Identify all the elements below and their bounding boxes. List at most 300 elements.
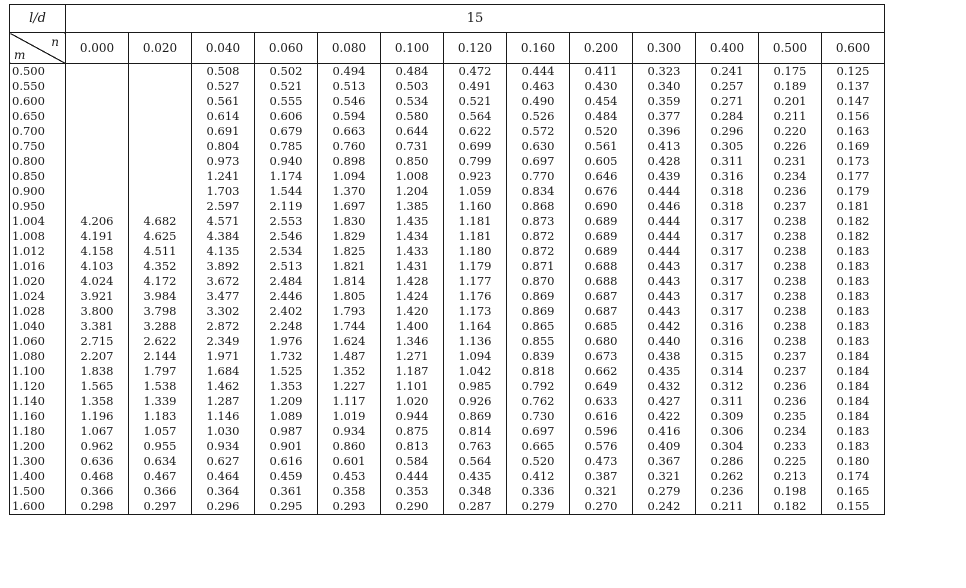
table-cell: 0.179 [822,184,885,199]
table-cell: 0.731 [381,139,444,154]
table-row [10,439,885,454]
table-cell: 0.685 [570,319,633,334]
table-cell: 1.744 [318,319,381,334]
table-cell: 0.183 [822,244,885,259]
table-cell: 1.793 [318,304,381,319]
row-m-value: 0.850 [10,169,66,184]
table-cell: 0.564 [444,454,507,469]
table-cell: 0.396 [633,124,696,139]
table-cell: 1.825 [318,244,381,259]
table-cell: 0.297 [129,499,192,515]
row-m-value: 1.008 [10,229,66,244]
table-cell: 0.183 [822,274,885,289]
table-cell [66,94,129,109]
row-m-value: 1.140 [10,394,66,409]
column-header-n: 0.100 [381,33,444,64]
table-cell: 0.316 [696,334,759,349]
table-cell: 0.361 [255,484,318,499]
table-cell: 0.564 [444,109,507,124]
column-header-n: 0.160 [507,33,570,64]
table-cell: 0.513 [318,79,381,94]
row-m-value: 1.020 [10,274,66,289]
table-cell: 1.136 [444,334,507,349]
table-cell: 0.580 [381,109,444,124]
table-cell: 4.625 [129,229,192,244]
table-cell: 1.797 [129,364,192,379]
table-row [10,64,885,80]
table-cell: 0.871 [507,259,570,274]
table-cell: 0.225 [759,454,822,469]
table-cell: 0.364 [192,484,255,499]
table-cell: 1.431 [381,259,444,274]
table-cell: 0.973 [192,154,255,169]
table-row [10,409,885,424]
table-row [10,484,885,499]
table-cell: 0.317 [696,274,759,289]
table-cell: 0.520 [570,124,633,139]
table-cell: 1.180 [444,244,507,259]
table-cell: 0.155 [822,499,885,515]
table-cell [66,79,129,94]
table-cell: 1.146 [192,409,255,424]
table-cell: 0.633 [570,394,633,409]
table-cell: 0.546 [318,94,381,109]
diag-m-label: m [14,48,26,62]
table-cell: 1.187 [381,364,444,379]
table-cell: 1.067 [66,424,129,439]
table-cell: 0.792 [507,379,570,394]
table-cell: 0.235 [759,409,822,424]
table-cell: 0.184 [822,409,885,424]
table-cell: 0.317 [696,259,759,274]
table-cell: 0.236 [759,394,822,409]
table-cell [66,109,129,124]
table-cell: 0.687 [570,289,633,304]
diagonal-corner-cell [10,33,66,64]
table-cell: 0.321 [570,484,633,499]
table-cell [66,124,129,139]
row-m-value: 1.600 [10,499,66,515]
table-row [10,304,885,319]
table-cell: 0.614 [192,109,255,124]
table-cell: 2.248 [255,319,318,334]
table-cell: 0.443 [633,259,696,274]
table-cell: 0.271 [696,94,759,109]
table-cell: 1.435 [381,214,444,229]
table-cell: 1.164 [444,319,507,334]
row-m-value: 1.100 [10,364,66,379]
table-cell: 0.182 [822,229,885,244]
table-cell: 0.211 [759,109,822,124]
table-cell: 2.402 [255,304,318,319]
table-row [10,379,885,394]
table-cell: 0.555 [255,94,318,109]
table-cell: 0.439 [633,169,696,184]
column-header-n: 0.400 [696,33,759,64]
column-header-n: 0.200 [570,33,633,64]
table-cell: 1.059 [444,184,507,199]
table-cell: 0.453 [318,469,381,484]
table-cell: 0.270 [570,499,633,515]
table-cell: 0.459 [255,469,318,484]
table-cell: 0.316 [696,319,759,334]
table-cell: 1.624 [318,334,381,349]
table-cell: 0.183 [822,319,885,334]
table-cell [66,139,129,154]
table-cell: 0.238 [759,274,822,289]
table-row [10,94,885,109]
table-cell: 0.730 [507,409,570,424]
table-cell: 0.290 [381,499,444,515]
table-cell: 0.873 [507,214,570,229]
table-cell: 1.101 [381,379,444,394]
table-cell: 3.672 [192,274,255,289]
table-cell: 0.689 [570,244,633,259]
table-cell: 1.183 [129,409,192,424]
table-cell: 0.184 [822,349,885,364]
table-cell: 0.689 [570,214,633,229]
table-cell: 0.220 [759,124,822,139]
table-cell: 0.691 [192,124,255,139]
table-row [10,394,885,409]
table-cell: 0.875 [381,424,444,439]
table-cell: 0.443 [633,304,696,319]
table-cell: 0.323 [633,64,696,80]
table-cell: 0.177 [822,169,885,184]
table-cell: 0.762 [507,394,570,409]
table-cell: 0.236 [759,184,822,199]
table-cell: 0.872 [507,244,570,259]
table-cell: 0.454 [570,94,633,109]
table-cell: 0.934 [318,424,381,439]
table-cell: 0.409 [633,439,696,454]
row-m-value: 1.300 [10,454,66,469]
table-cell: 0.484 [381,64,444,80]
table-cell: 1.830 [318,214,381,229]
table-cell: 0.596 [570,424,633,439]
table-cell: 0.944 [381,409,444,424]
table-cell: 3.800 [66,304,129,319]
table-cell: 0.293 [318,499,381,515]
table-cell: 0.175 [759,64,822,80]
table-cell: 0.237 [759,349,822,364]
table-cell: 0.688 [570,259,633,274]
table-cell: 0.644 [381,124,444,139]
table-cell: 0.435 [633,364,696,379]
table-cell: 0.367 [633,454,696,469]
table-cell: 0.785 [255,139,318,154]
table-cell: 1.094 [444,349,507,364]
table-cell: 0.305 [696,139,759,154]
table-cell: 0.366 [129,484,192,499]
table-cell [129,79,192,94]
table-cell: 1.385 [381,199,444,214]
table-cell: 0.173 [822,154,885,169]
table-cell: 0.183 [822,424,885,439]
table-cell: 0.444 [633,184,696,199]
table-cell: 0.183 [822,304,885,319]
table-cell: 1.227 [318,379,381,394]
table-cell: 0.309 [696,409,759,424]
table-cell: 0.181 [822,199,885,214]
table-cell: 1.838 [66,364,129,379]
table-cell: 0.237 [759,364,822,379]
table-cell: 0.679 [255,124,318,139]
table-cell: 0.473 [570,454,633,469]
column-header-n: 0.020 [129,33,192,64]
table-cell: 1.732 [255,349,318,364]
table-cell: 1.042 [444,364,507,379]
table-cell: 0.763 [444,439,507,454]
table-cell: 0.572 [507,124,570,139]
table-cell: 0.699 [444,139,507,154]
header-row-n [10,33,885,64]
table-cell: 1.684 [192,364,255,379]
table-cell: 0.438 [633,349,696,364]
row-m-value: 1.180 [10,424,66,439]
table-row [10,139,885,154]
table-row [10,349,885,364]
table-cell: 0.137 [822,79,885,94]
table-cell: 0.467 [129,469,192,484]
table-row [10,79,885,94]
table-cell: 0.238 [759,214,822,229]
table-cell: 0.561 [192,94,255,109]
table-cell: 0.156 [822,109,885,124]
table-cell: 0.818 [507,364,570,379]
table-cell: 0.183 [822,334,885,349]
table-cell [66,199,129,214]
table-cell: 0.211 [696,499,759,515]
table-cell: 0.606 [255,109,318,124]
table-cell: 1.358 [66,394,129,409]
table-cell: 1.353 [255,379,318,394]
table-cell: 0.508 [192,64,255,80]
row-m-value: 0.750 [10,139,66,154]
table-row [10,109,885,124]
table-cell: 4.511 [129,244,192,259]
table-cell: 1.019 [318,409,381,424]
table-cell: 0.226 [759,139,822,154]
table-cell: 0.901 [255,439,318,454]
table-cell: 0.665 [507,439,570,454]
row-m-value: 1.200 [10,439,66,454]
table-cell: 0.234 [759,169,822,184]
row-m-value: 1.040 [10,319,66,334]
table-cell: 0.198 [759,484,822,499]
table-cell: 2.446 [255,289,318,304]
table-cell: 4.206 [66,214,129,229]
table-row [10,169,885,184]
table-cell: 0.526 [507,109,570,124]
table-cell: 0.576 [570,439,633,454]
table-cell: 0.287 [444,499,507,515]
table-cell: 1.971 [192,349,255,364]
table-cell: 0.432 [633,379,696,394]
table-cell: 0.813 [381,439,444,454]
table-cell: 0.262 [696,469,759,484]
table-cell: 0.804 [192,139,255,154]
table-cell: 0.430 [570,79,633,94]
table-cell: 0.834 [507,184,570,199]
table-cell: 0.358 [318,484,381,499]
table-cell: 1.181 [444,229,507,244]
row-m-value: 1.060 [10,334,66,349]
table-cell: 0.985 [444,379,507,394]
table-cell: 0.359 [633,94,696,109]
table-cell: 0.627 [192,454,255,469]
table-cell: 0.340 [633,79,696,94]
table-cell: 2.144 [129,349,192,364]
table-cell: 4.352 [129,259,192,274]
table-cell: 1.525 [255,364,318,379]
table-cell: 0.521 [255,79,318,94]
table-cell: 0.257 [696,79,759,94]
table-cell: 1.174 [255,169,318,184]
table-cell: 3.381 [66,319,129,334]
table-cell: 1.424 [381,289,444,304]
table-cell: 0.865 [507,319,570,334]
table-cell: 1.094 [318,169,381,184]
table-cell: 0.317 [696,214,759,229]
table-cell: 1.544 [255,184,318,199]
table-cell: 0.443 [633,274,696,289]
table-cell: 0.183 [822,289,885,304]
column-header-n: 0.000 [66,33,129,64]
table-cell: 0.442 [633,319,696,334]
table-cell: 0.238 [759,229,822,244]
table-cell: 3.892 [192,259,255,274]
table-cell: 0.687 [570,304,633,319]
table-cell: 0.236 [759,379,822,394]
table-cell: 4.682 [129,214,192,229]
table-cell: 0.770 [507,169,570,184]
table-cell: 4.191 [66,229,129,244]
table-cell: 0.594 [318,109,381,124]
table-cell: 0.298 [66,499,129,515]
table-cell [129,169,192,184]
table-cell: 0.311 [696,394,759,409]
column-header-n: 0.120 [444,33,507,64]
table-cell: 0.317 [696,304,759,319]
row-m-value: 1.120 [10,379,66,394]
table-cell: 0.676 [570,184,633,199]
table-cell [129,109,192,124]
table-cell: 1.160 [444,199,507,214]
table-cell: 0.690 [570,199,633,214]
table-cell: 1.703 [192,184,255,199]
table-cell: 0.183 [822,439,885,454]
table-cell: 1.117 [318,394,381,409]
table-cell: 2.597 [192,199,255,214]
table-cell: 0.279 [633,484,696,499]
table-row [10,364,885,379]
table-cell: 0.233 [759,439,822,454]
table-cell: 0.318 [696,184,759,199]
table-cell [66,184,129,199]
table-cell: 0.163 [822,124,885,139]
table-cell: 0.422 [633,409,696,424]
table-cell: 0.183 [822,259,885,274]
table-cell: 1.538 [129,379,192,394]
table-cell [129,154,192,169]
table-cell: 4.158 [66,244,129,259]
table-cell: 0.234 [759,424,822,439]
ld-group-value: 15 [66,5,885,33]
table-cell: 0.428 [633,154,696,169]
table-cell: 0.760 [318,139,381,154]
table-cell: 1.181 [444,214,507,229]
table-cell: 0.348 [444,484,507,499]
table-cell: 0.962 [66,439,129,454]
table-row [10,214,885,229]
table-cell: 0.174 [822,469,885,484]
row-m-value: 0.900 [10,184,66,199]
table-cell: 0.242 [633,499,696,515]
table-cell: 3.288 [129,319,192,334]
table-cell: 1.434 [381,229,444,244]
table-cell: 2.513 [255,259,318,274]
table-cell: 3.921 [66,289,129,304]
table-cell: 0.463 [507,79,570,94]
table-cell: 1.814 [318,274,381,289]
table-cell [129,64,192,80]
table-cell: 1.565 [66,379,129,394]
table-cell: 0.184 [822,379,885,394]
table-cell: 0.814 [444,424,507,439]
table-cell: 2.553 [255,214,318,229]
table-cell: 0.934 [192,439,255,454]
table-cell: 1.487 [318,349,381,364]
table-cell: 0.366 [66,484,129,499]
table-cell: 0.180 [822,454,885,469]
table-cell: 0.412 [507,469,570,484]
table-cell: 3.477 [192,289,255,304]
table-cell: 0.799 [444,154,507,169]
row-m-value: 1.012 [10,244,66,259]
table-cell: 2.534 [255,244,318,259]
table-cell: 0.855 [507,334,570,349]
table-cell: 4.103 [66,259,129,274]
table-cell: 1.271 [381,349,444,364]
row-m-value: 1.400 [10,469,66,484]
table-cell: 0.898 [318,154,381,169]
table-cell: 2.872 [192,319,255,334]
table-cell: 0.472 [444,64,507,80]
table-cell: 0.503 [381,79,444,94]
table-cell: 1.370 [318,184,381,199]
table-cell: 0.238 [759,289,822,304]
table-cell: 0.125 [822,64,885,80]
column-header-n: 0.300 [633,33,696,64]
table-cell: 0.321 [633,469,696,484]
row-m-value: 1.004 [10,214,66,229]
table-cell: 0.279 [507,499,570,515]
table-cell [66,154,129,169]
column-header-n: 0.600 [822,33,885,64]
table-cell: 0.189 [759,79,822,94]
column-header-n: 0.500 [759,33,822,64]
table-cell: 2.715 [66,334,129,349]
table-cell: 0.435 [444,469,507,484]
column-header-n: 0.080 [318,33,381,64]
table-cell: 0.304 [696,439,759,454]
table-cell: 0.634 [129,454,192,469]
table-cell: 0.468 [66,469,129,484]
table-cell: 0.688 [570,274,633,289]
table-cell: 0.561 [570,139,633,154]
row-m-value: 1.160 [10,409,66,424]
